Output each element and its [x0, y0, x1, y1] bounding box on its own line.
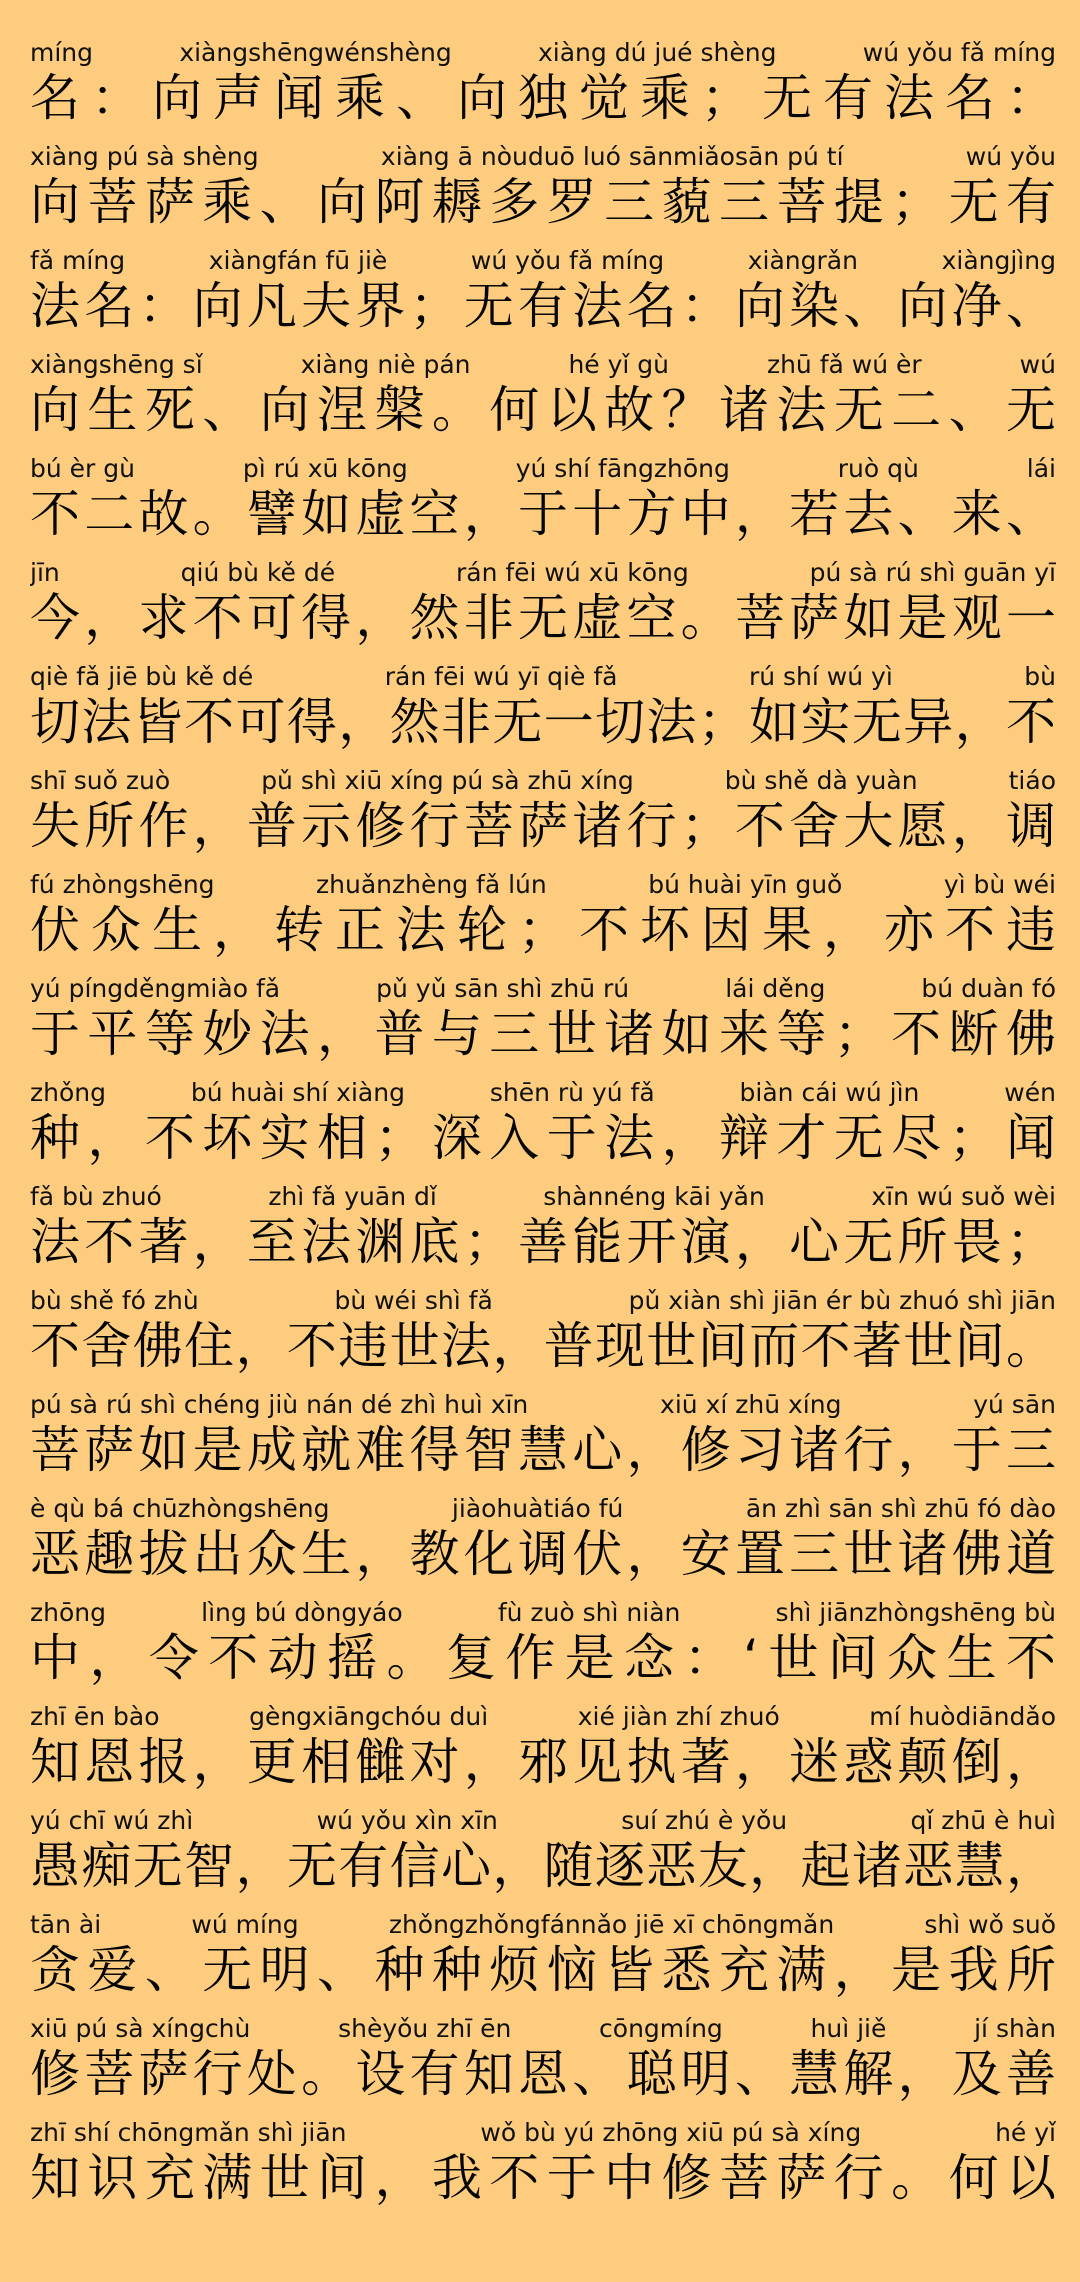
pinyin-segment: xīn wú suǒ wèi	[871, 1182, 1056, 1211]
hanzi-line: 贪爱、无明、种种烦恼皆悉充满，是我所	[30, 1941, 1056, 1999]
hanzi-line: 法名：向凡夫界；无有法名：向染、向净、	[30, 277, 1056, 335]
pinyin-segment: yì bù wéi	[943, 870, 1056, 899]
pinyin-segment: ruò qù	[837, 454, 919, 483]
pinyin-segment: shì wǒ suǒ	[924, 1910, 1056, 1939]
pinyin-segment: yú píngděngmiào fǎ	[30, 974, 281, 1003]
pinyin-segment: wú yǒu fǎ míng	[470, 246, 665, 275]
pinyin-segment: fù zuò shì niàn	[497, 1598, 681, 1627]
pinyin-segment: wén	[1004, 1078, 1056, 1107]
pinyin-segment: xiū xí zhū xíng	[660, 1390, 842, 1419]
pinyin-segment: xiàng dú jué shèng	[538, 38, 777, 67]
pinyin-segment: wú yǒu fǎ míng	[862, 38, 1056, 67]
text-line	[30, 1078, 1056, 1182]
pinyin-segment: xié jiàn zhí zhuó	[577, 1702, 780, 1731]
pinyin-segment: pǔ xiàn shì jiān ér bù zhuó shì jiān	[628, 1286, 1056, 1315]
pinyin-segment: cōngmíng	[599, 2014, 723, 2043]
text-line	[30, 766, 1056, 870]
pinyin-segment: wú yǒu xìn xīn	[316, 1806, 498, 1835]
hanzi-line: 向菩萨乘、向阿耨多罗三藐三菩提；无有	[30, 173, 1056, 231]
pinyin-segment: zhī ēn bào	[30, 1702, 160, 1731]
pinyin-segment: zhī shí chōngmǎn shì jiān	[30, 2118, 347, 2147]
text-line	[30, 1910, 1056, 2014]
pinyin-segment: hé yǐ gù	[568, 350, 670, 379]
text-line	[30, 246, 1056, 350]
pinyin-segment: fú zhòngshēng	[30, 870, 215, 899]
hanzi-line: 向生死、向涅槃。何以故？诸法无二、无	[30, 381, 1056, 439]
pinyin-segment: lái	[1026, 454, 1056, 483]
pinyin-segment: bù shě fó zhù	[30, 1286, 199, 1315]
pinyin-segment: bú huài shí xiàng	[190, 1078, 405, 1107]
hanzi-line: 不舍佛住，不违世法，普现世间而不著世间。	[30, 1317, 1056, 1375]
pinyin-segment: yú chī wú zhì	[30, 1806, 194, 1835]
pinyin-segment: mí huòdiāndǎo	[869, 1702, 1056, 1731]
text-line	[30, 662, 1056, 766]
pinyin-segment: huì jiě	[810, 2014, 887, 2043]
hanzi-line: 恶趣拔出众生，教化调伏，安置三世诸佛道	[30, 1525, 1056, 1583]
pinyin-segment: wú yǒu	[965, 142, 1056, 171]
pinyin-segment: bú duàn fó	[921, 974, 1056, 1003]
pinyin-segment: suí zhú è yǒu	[621, 1806, 788, 1835]
hanzi-line: 知识充满世间，我不于中修菩萨行。何以	[30, 2149, 1056, 2207]
text-line	[30, 2118, 1056, 2222]
pinyin-segment: wú	[1019, 350, 1056, 379]
text-line	[30, 1286, 1056, 1390]
hanzi-line: 菩萨如是成就难得智慧心，修习诸行，于三	[30, 1421, 1056, 1479]
pinyin-segment: rán fēi wú yī qiè fǎ	[384, 662, 618, 691]
pinyin-segment: shī suǒ zuò	[30, 766, 171, 795]
pinyin-segment: xiàng pú sà shèng	[30, 142, 259, 171]
hanzi-line: 名：向声闻乘、向独觉乘；无有法名：	[30, 69, 1056, 127]
pinyin-segment: jiàohuàtiáo fú	[451, 1494, 624, 1523]
pinyin-segment: míng	[30, 38, 94, 67]
pinyin-segment: qǐ zhū è huì	[910, 1806, 1056, 1835]
text-line	[30, 350, 1056, 454]
pinyin-segment: bù wéi shì fǎ	[334, 1286, 493, 1315]
pinyin-segment: xiàngfán fū jiè	[208, 246, 388, 275]
pinyin-segment: pǔ shì xiū xíng pú sà zhū xíng	[261, 766, 634, 795]
text-block	[0, 38, 1080, 2222]
pinyin-segment: rán fēi wú xū kōng	[455, 558, 689, 587]
text-line	[30, 454, 1056, 558]
pinyin-segment: xiàngshēngwénshèng	[179, 38, 452, 67]
pinyin-segment: wǒ bù yú zhōng xiū pú sà xíng	[480, 2118, 862, 2147]
pinyin-segment: bù	[1024, 662, 1056, 691]
hanzi-line: 种，不坏实相；深入于法，辩才无尽；闻	[30, 1109, 1056, 1167]
pinyin-segment: xiàngjìng	[941, 246, 1056, 275]
pinyin-segment: ān zhì sān shì zhū fó dào	[745, 1494, 1056, 1523]
text-line	[30, 870, 1056, 974]
pinyin-segment: lìng bú dòngyáo	[201, 1598, 403, 1627]
pinyin-segment: tān ài	[30, 1910, 102, 1939]
text-line	[30, 974, 1056, 1078]
pinyin-segment: xiàngrǎn	[747, 246, 858, 275]
text-line	[30, 1494, 1056, 1598]
pinyin-segment: gèngxiāngchóu duì	[249, 1702, 489, 1731]
pinyin-segment: jīn	[30, 558, 60, 587]
pinyin-segment: tiáo	[1008, 766, 1056, 795]
pinyin-segment: zhuǎnzhèng fǎ lún	[316, 870, 547, 899]
pinyin-segment: rú shí wú yì	[748, 662, 893, 691]
pinyin-segment: xiū pú sà xíngchù	[30, 2014, 251, 2043]
pinyin-segment: è qù bá chūzhòngshēng	[30, 1494, 330, 1523]
text-line	[30, 1598, 1056, 1702]
pinyin-segment: pǔ yǔ sān shì zhū rú	[376, 974, 630, 1003]
pinyin-segment: shì jiānzhòngshēng bù	[775, 1598, 1056, 1627]
text-line	[30, 1806, 1056, 1910]
pinyin-segment: qiú bù kě dé	[180, 558, 336, 587]
text-line	[30, 1390, 1056, 1494]
pinyin-segment: zhǒngzhǒngfánnǎo jiē xī chōngmǎn	[388, 1910, 835, 1939]
text-line	[30, 1702, 1056, 1806]
text-line	[30, 558, 1056, 662]
pinyin-segment: biàn cái wú jìn	[739, 1078, 920, 1107]
pinyin-segment: zhǒng	[30, 1078, 106, 1107]
pinyin-segment: bù shě dà yuàn	[724, 766, 918, 795]
hanzi-line: 愚痴无智，无有信心，随逐恶友，起诸恶慧，	[30, 1837, 1056, 1895]
pinyin-segment: lái děng	[725, 974, 826, 1003]
pinyin-segment: zhū fǎ wú èr	[766, 350, 922, 379]
pinyin-segment: jí shàn	[974, 2014, 1056, 2043]
pinyin-segment: shànnéng kāi yǎn	[543, 1182, 765, 1211]
pinyin-segment: xiàng ā nòuduō luó sānmiǎosān pú tí	[380, 142, 844, 171]
pinyin-segment: pú sà rú shì guān yī	[809, 558, 1056, 587]
pinyin-segment: shèyǒu zhī ēn	[338, 2014, 512, 2043]
hanzi-line: 不二故。譬如虚空，于十方中，若去、来、	[30, 485, 1056, 543]
pinyin-segment: yú shí fāngzhōng	[515, 454, 730, 483]
pinyin-segment: wú míng	[191, 1910, 299, 1939]
pinyin-segment: xiàng niè pán	[300, 350, 471, 379]
pinyin-segment: pú sà rú shì chéng jiù nán dé zhì huì xīn	[30, 1390, 529, 1419]
text-line	[30, 2014, 1056, 2118]
hanzi-line: 修菩萨行处。设有知恩、聪明、慧解，及善	[30, 2045, 1056, 2103]
hanzi-line: 于平等妙法，普与三世诸如来等；不断佛	[30, 1005, 1056, 1063]
pinyin-segment: fǎ míng	[30, 246, 126, 275]
hanzi-line: 切法皆不可得，然非无一切法；如实无异，不	[30, 693, 1056, 751]
hanzi-line: 今，求不可得，然非无虚空。菩萨如是观一	[30, 589, 1056, 647]
hanzi-line: 知恩报，更相雠对，邪见执著，迷惑颠倒，	[30, 1733, 1056, 1791]
pinyin-segment: xiàngshēng sǐ	[30, 350, 203, 379]
pinyin-segment: fǎ bù zhuó	[30, 1182, 162, 1211]
hanzi-line: 中，令不动摇。复作是念：‘世间众生不	[30, 1629, 1056, 1687]
text-line	[30, 142, 1056, 246]
pinyin-segment: zhōng	[30, 1598, 106, 1627]
pinyin-segment: bú huài yīn guǒ	[648, 870, 843, 899]
pinyin-segment: zhì fǎ yuān dǐ	[268, 1182, 437, 1211]
pinyin-segment: yú sān	[973, 1390, 1056, 1419]
pinyin-segment: pì rú xū kōng	[242, 454, 408, 483]
pinyin-segment: bú èr gù	[30, 454, 135, 483]
pinyin-segment: hé yǐ	[995, 2118, 1056, 2147]
pinyin-segment: qiè fǎ jiē bù kě dé	[30, 662, 254, 691]
text-line	[30, 38, 1056, 142]
hanzi-line: 失所作，普示修行菩萨诸行；不舍大愿，调	[30, 797, 1056, 855]
pinyin-segment: shēn rù yú fǎ	[489, 1078, 655, 1107]
hanzi-line: 伏众生，转正法轮；不坏因果，亦不违	[30, 901, 1056, 959]
hanzi-line: 法不著，至法渊底；善能开演，心无所畏；	[30, 1213, 1056, 1271]
text-line	[30, 1182, 1056, 1286]
